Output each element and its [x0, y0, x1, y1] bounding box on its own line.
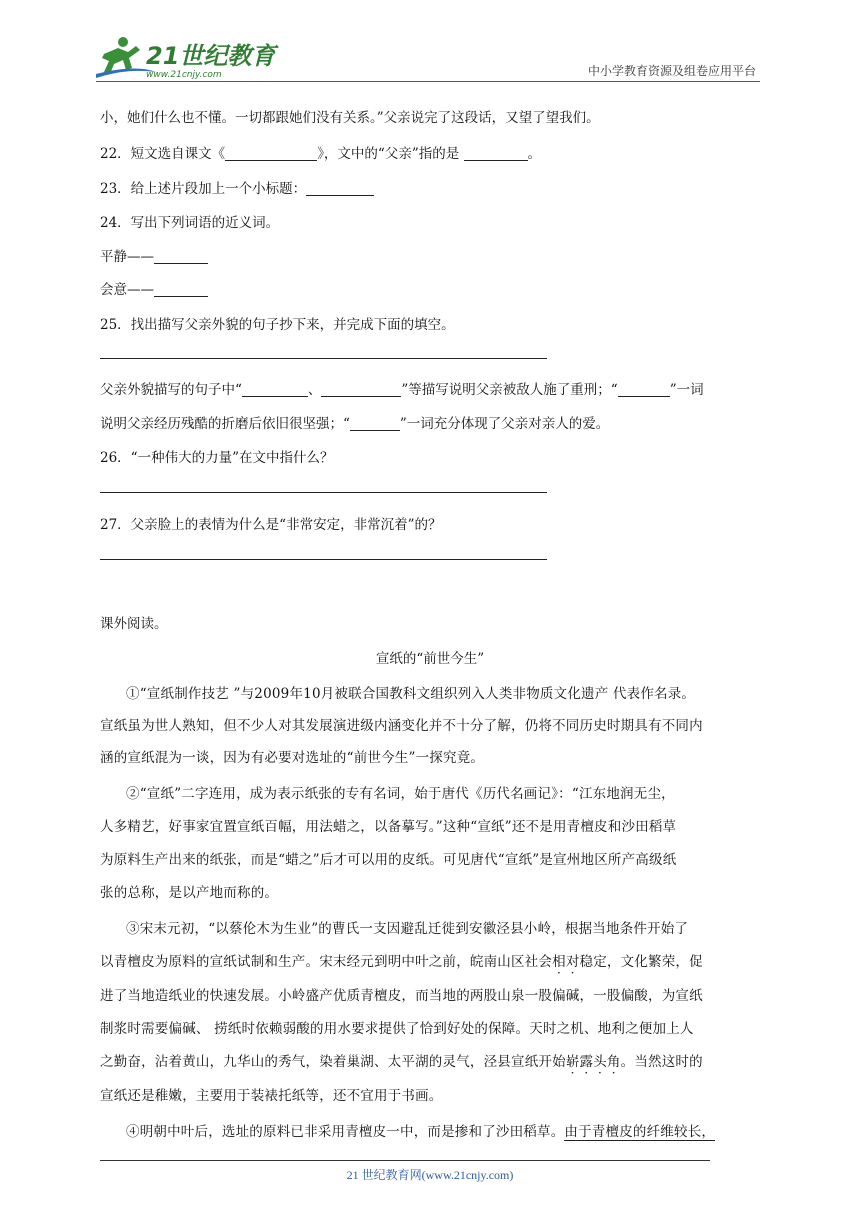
answer-blank[interactable]: [242, 382, 308, 397]
answer-blank[interactable]: [464, 146, 528, 161]
question-23: 23．给上述片段加上一个小标题：: [100, 177, 374, 197]
page-header: [96, 34, 760, 80]
underlined-sentence: 由于青檀皮的纤维较长，: [564, 1124, 716, 1140]
article-title: 宣纸的“前世今生”: [375, 651, 485, 667]
paragraph-3-line-1: ③宋末元初，“以蔡伦木为生业”的曹氏一支因避乱迁徙到安徽泾县小岭，根据当地条件开始了: [126, 921, 689, 937]
synonym-1: 平静——: [100, 245, 208, 265]
fill-line-1: 父亲外貌描写的句子中“ 、 ”等描写说明父亲被敌人施了重刑；“ ”一词: [100, 382, 704, 398]
paragraph-3-line-5: 之勤奋，沾着黄山，九华山的秀气，染着巢湖、太平湖的灵气，泾县宣纸开始崭露头角。当然这时的: [100, 1054, 703, 1070]
emphasis-char: 崭: [565, 1054, 580, 1070]
answer-blank[interactable]: [225, 146, 317, 161]
paragraph-2-line-2: 人多精艺，好事家宜置宣纸百幅，用法蜡之，以备摹写。”这种“宣纸”还不是用青檀皮和沙田稻草: [100, 819, 677, 835]
answer-blank[interactable]: [154, 282, 208, 297]
platform-name: 中小学教育资源及组卷应用平台: [587, 64, 756, 78]
question-26: 26．“一种伟大的力量”在文中指什么？: [100, 450, 334, 466]
paragraph-1-line-2: 宣纸虽为世人熟知，但不少人对其发展演进级内涵变化并不十分了解，仍将不同历史时期具有不同内: [100, 718, 703, 734]
paragraph-2-line-1: ②“宣纸”二字连用，成为表示纸张的专有名词，始于唐代《历代名画记》：“江东地润无尘，: [126, 786, 675, 802]
footer-divider: [100, 1160, 710, 1161]
paragraph-3-line-3: 进了当地造纸业的快速发展。小岭盛产优质青檀皮，而当地的两股山泉一股偏碱，一股偏酸，为宣纸: [100, 988, 703, 1004]
logo-text: 21世纪教育: [146, 42, 276, 70]
question-27: 27．父亲脸上的表情为什么是“非常安定，非常沉着”的？: [100, 517, 442, 533]
question-24: 24．写出下列词语的近义词。: [100, 215, 280, 231]
paragraph-4-line-1: ④明朝中叶后，选址的原料已非采用青檀皮一中，而是掺和了沙田稻草。由于青檀皮的纤维较长，: [126, 1124, 716, 1140]
header-divider: [96, 81, 760, 82]
answer-blank[interactable]: [154, 249, 208, 264]
paragraph-1-line-3: 涵的宣纸混为一谈，因为有必要对选址的“前世今生”一探究竟。: [100, 750, 485, 766]
emphasis-char: 角: [606, 1054, 621, 1070]
answer-blank[interactable]: [306, 181, 374, 196]
answer-line[interactable]: [100, 358, 547, 359]
paragraph-3-line-6: 宣纸还是稚嫩，主要用于装裱托纸等，还不宜用于书画。: [100, 1088, 443, 1104]
emphasis-char: 对: [565, 954, 580, 970]
emphasis-char: 头: [593, 1054, 607, 1070]
answer-blank[interactable]: [618, 382, 670, 397]
answer-line[interactable]: [100, 492, 547, 493]
answer-line[interactable]: [100, 559, 547, 560]
paragraph-2-line-4: 张的总称，是以产地而称的。: [100, 885, 279, 901]
question-25: 25．找出描写父亲外貌的句子抄下来，并完成下面的填空。: [100, 317, 455, 333]
answer-blank[interactable]: [350, 416, 400, 431]
logo-url: www.21cnjy.com: [146, 70, 222, 80]
section-label: 课外阅读。: [100, 616, 168, 632]
site-logo: [96, 34, 296, 80]
paragraph-3-line-4: 制浆时需要偏碱、 捞纸时依赖弱酸的用水要求提供了恰到好处的保障。天时之机、地利之便加上人: [100, 1021, 694, 1037]
paragraph-1-line-1: ①“宣纸制作技艺 ”与2009年10月被联合国教科文组织列入人类非物质文化遗产 代表作名录。: [126, 686, 696, 702]
paragraph-3-line-2: 以青檀皮为原料的宣纸试制和生产。宋末经元到明中叶之前，皖南山区社会相对稳定，文化繁荣，促: [100, 954, 703, 970]
paragraph-2-line-3: 为原料生产出来的纸张，而是“蜡之”后才可以用的皮纸。可见唐代“宣纸”是宣州地区所产高级纸: [100, 852, 677, 868]
emphasis-char: 露: [579, 1054, 594, 1070]
fill-line-2: 说明父亲经历残酷的折磨后依旧很坚强；“ ”一词充分体现了父亲对亲人的爱。: [100, 416, 610, 432]
emphasis-char: 相: [552, 954, 566, 970]
text-line-1: 小，她们什么也不懂。一切都跟她们没有关系。”父亲说完了这段话，又望了望我们。: [100, 110, 600, 126]
synonym-2: 会意——: [100, 278, 208, 298]
footer-link[interactable]: 21 世纪教育网(www.21cnjy.com): [346, 1168, 514, 1182]
question-22: 22．短文选自课文《 》，文中的“父亲”指的是 。: [100, 146, 542, 162]
answer-blank[interactable]: [321, 382, 401, 397]
